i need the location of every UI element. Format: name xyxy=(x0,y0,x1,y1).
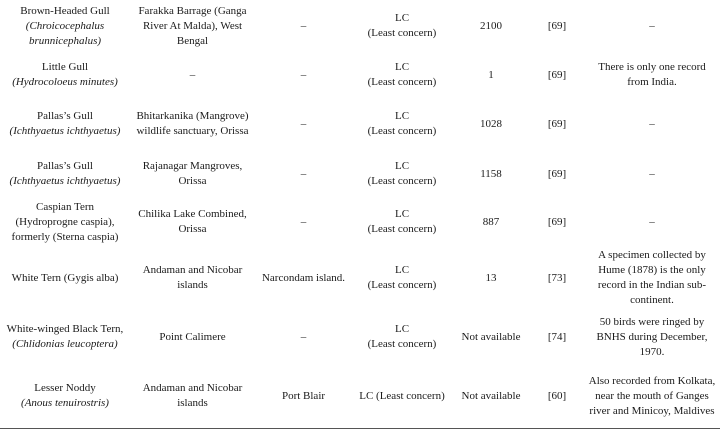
reference-cell: [74] xyxy=(547,330,567,343)
reference-cell: [69] xyxy=(547,117,567,130)
reference-cell: [69] xyxy=(547,167,567,180)
notes-cell: Also recorded from Kolkata, near the mouth of Ganges river and Minicoy, Maldives xyxy=(588,374,716,417)
site-cell: Port Blair xyxy=(281,389,326,402)
count-cell: 1 xyxy=(488,68,494,81)
notes-cell: A specimen collected by Hume (1878) is the only record in the Indian sub-continent. xyxy=(597,249,707,306)
status-text: (Least concern) xyxy=(367,279,437,291)
site-cell: – xyxy=(300,68,307,81)
reference-cell: [69] xyxy=(547,215,567,228)
status-cell: LC (Least concern) xyxy=(359,389,445,402)
count-cell: 2100 xyxy=(480,19,502,32)
status-text: (Least concern) xyxy=(367,125,437,137)
status-cell xyxy=(352,150,452,198)
species-common-name: Brown-Headed Gull xyxy=(20,4,110,17)
table-row xyxy=(0,98,720,150)
notes-cell: – xyxy=(649,19,655,32)
table-row xyxy=(0,310,720,364)
status-cell xyxy=(352,310,452,364)
status-code: LC xyxy=(394,160,410,172)
location-cell: Bhitarkanika (Mangrove) wildlife sanctuary, Orissa xyxy=(136,110,249,137)
species-common-name: Little Gull xyxy=(41,61,89,73)
species-cell xyxy=(0,310,130,364)
species-common-name: Pallas’s Gull xyxy=(37,160,93,172)
status-text: (Least concern) xyxy=(367,76,437,88)
site-cell: – xyxy=(300,215,307,228)
reference-cell: [69] xyxy=(547,68,567,81)
species-cell xyxy=(0,150,130,198)
species-cell xyxy=(0,246,130,310)
location-cell: Point Calimere xyxy=(159,330,226,343)
status-code: LC xyxy=(394,208,410,220)
table-row xyxy=(0,52,720,98)
notes-cell: 50 birds were ringed by BNHS during December, 1970. xyxy=(596,315,708,358)
status-text: (Least concern) xyxy=(367,27,437,39)
species-scientific-name: (Chroicocephalus brunnicephalus) xyxy=(25,19,105,47)
status-text: (Least concern) xyxy=(367,338,437,350)
species-scientific-name: (Ichthyaetus ichthyaetus) xyxy=(9,125,121,137)
species-common-name: Caspian Tern xyxy=(36,200,94,213)
count-cell: Not available xyxy=(461,389,521,402)
count-cell: 13 xyxy=(485,271,497,284)
table-row xyxy=(0,198,720,246)
location-cell: Rajanagar Mangroves, Orissa xyxy=(142,160,243,187)
site-cell: Narcondam island. xyxy=(261,271,346,284)
status-text: (Least concern) xyxy=(367,175,437,187)
reference-cell: [69] xyxy=(547,19,567,32)
location-cell: Farakka Barrage (Ganga River At Malda), West Bengal xyxy=(138,4,247,47)
species-scientific-name: (Ichthyaetus ichthyaetus) xyxy=(9,175,121,187)
table-row xyxy=(0,0,720,52)
species-scientific-name: (Hydrocoloeus minutes) xyxy=(12,76,118,88)
notes-cell: – xyxy=(649,117,655,130)
species-cell xyxy=(0,52,130,98)
species-cell xyxy=(0,198,130,246)
notes-cell: There is only one record from India. xyxy=(598,61,706,88)
reference-cell: [60] xyxy=(547,389,567,402)
table-row xyxy=(0,150,720,198)
count-cell: Not available xyxy=(461,330,521,343)
site-cell: – xyxy=(300,167,307,180)
location-cell: Andaman and Nicobar islands xyxy=(142,264,243,291)
species-scientific-name: (Anous tenuirostris) xyxy=(21,397,109,409)
species-cell xyxy=(0,98,130,150)
species-cell xyxy=(0,0,130,52)
species-common-name: Lesser Noddy xyxy=(34,382,96,394)
status-code: LC xyxy=(394,323,410,335)
site-cell: – xyxy=(300,117,307,130)
species-common-name: Pallas’s Gull xyxy=(37,110,93,122)
location-cell: – xyxy=(189,68,196,81)
site-cell: – xyxy=(300,19,307,32)
status-code: LC xyxy=(394,110,410,122)
count-cell: 1028 xyxy=(480,117,502,130)
species-scientific-name: (Chlidonias leucoptera) xyxy=(12,338,118,350)
status-cell xyxy=(352,0,452,52)
table-bottom-rule xyxy=(0,428,720,429)
status-cell xyxy=(352,52,452,98)
species-cell xyxy=(0,364,130,428)
species-scientific-name: (Hydroprogne caspia), formerly (Sterna caspia) xyxy=(11,215,119,243)
table-row xyxy=(0,246,720,310)
status-text: (Least concern) xyxy=(367,223,437,235)
table-row xyxy=(0,364,720,428)
location-cell: Chilika Lake Combined, Orissa xyxy=(138,208,247,235)
notes-cell: – xyxy=(649,215,655,228)
status-cell xyxy=(352,198,452,246)
status-cell xyxy=(352,98,452,150)
count-cell: 887 xyxy=(482,215,500,228)
species-common-name: White Tern (Gygis alba) xyxy=(11,271,119,284)
site-cell: – xyxy=(300,330,307,343)
status-cell xyxy=(352,246,452,310)
reference-cell: [73] xyxy=(547,271,567,284)
species-common-name: White-winged Black Tern, xyxy=(6,323,124,335)
location-cell: Andaman and Nicobar islands xyxy=(142,382,243,409)
count-cell: 1158 xyxy=(480,167,502,180)
status-code: LC xyxy=(394,264,410,276)
status-code: LC xyxy=(394,61,410,73)
status-code: LC xyxy=(394,12,410,24)
notes-cell: – xyxy=(649,167,655,180)
